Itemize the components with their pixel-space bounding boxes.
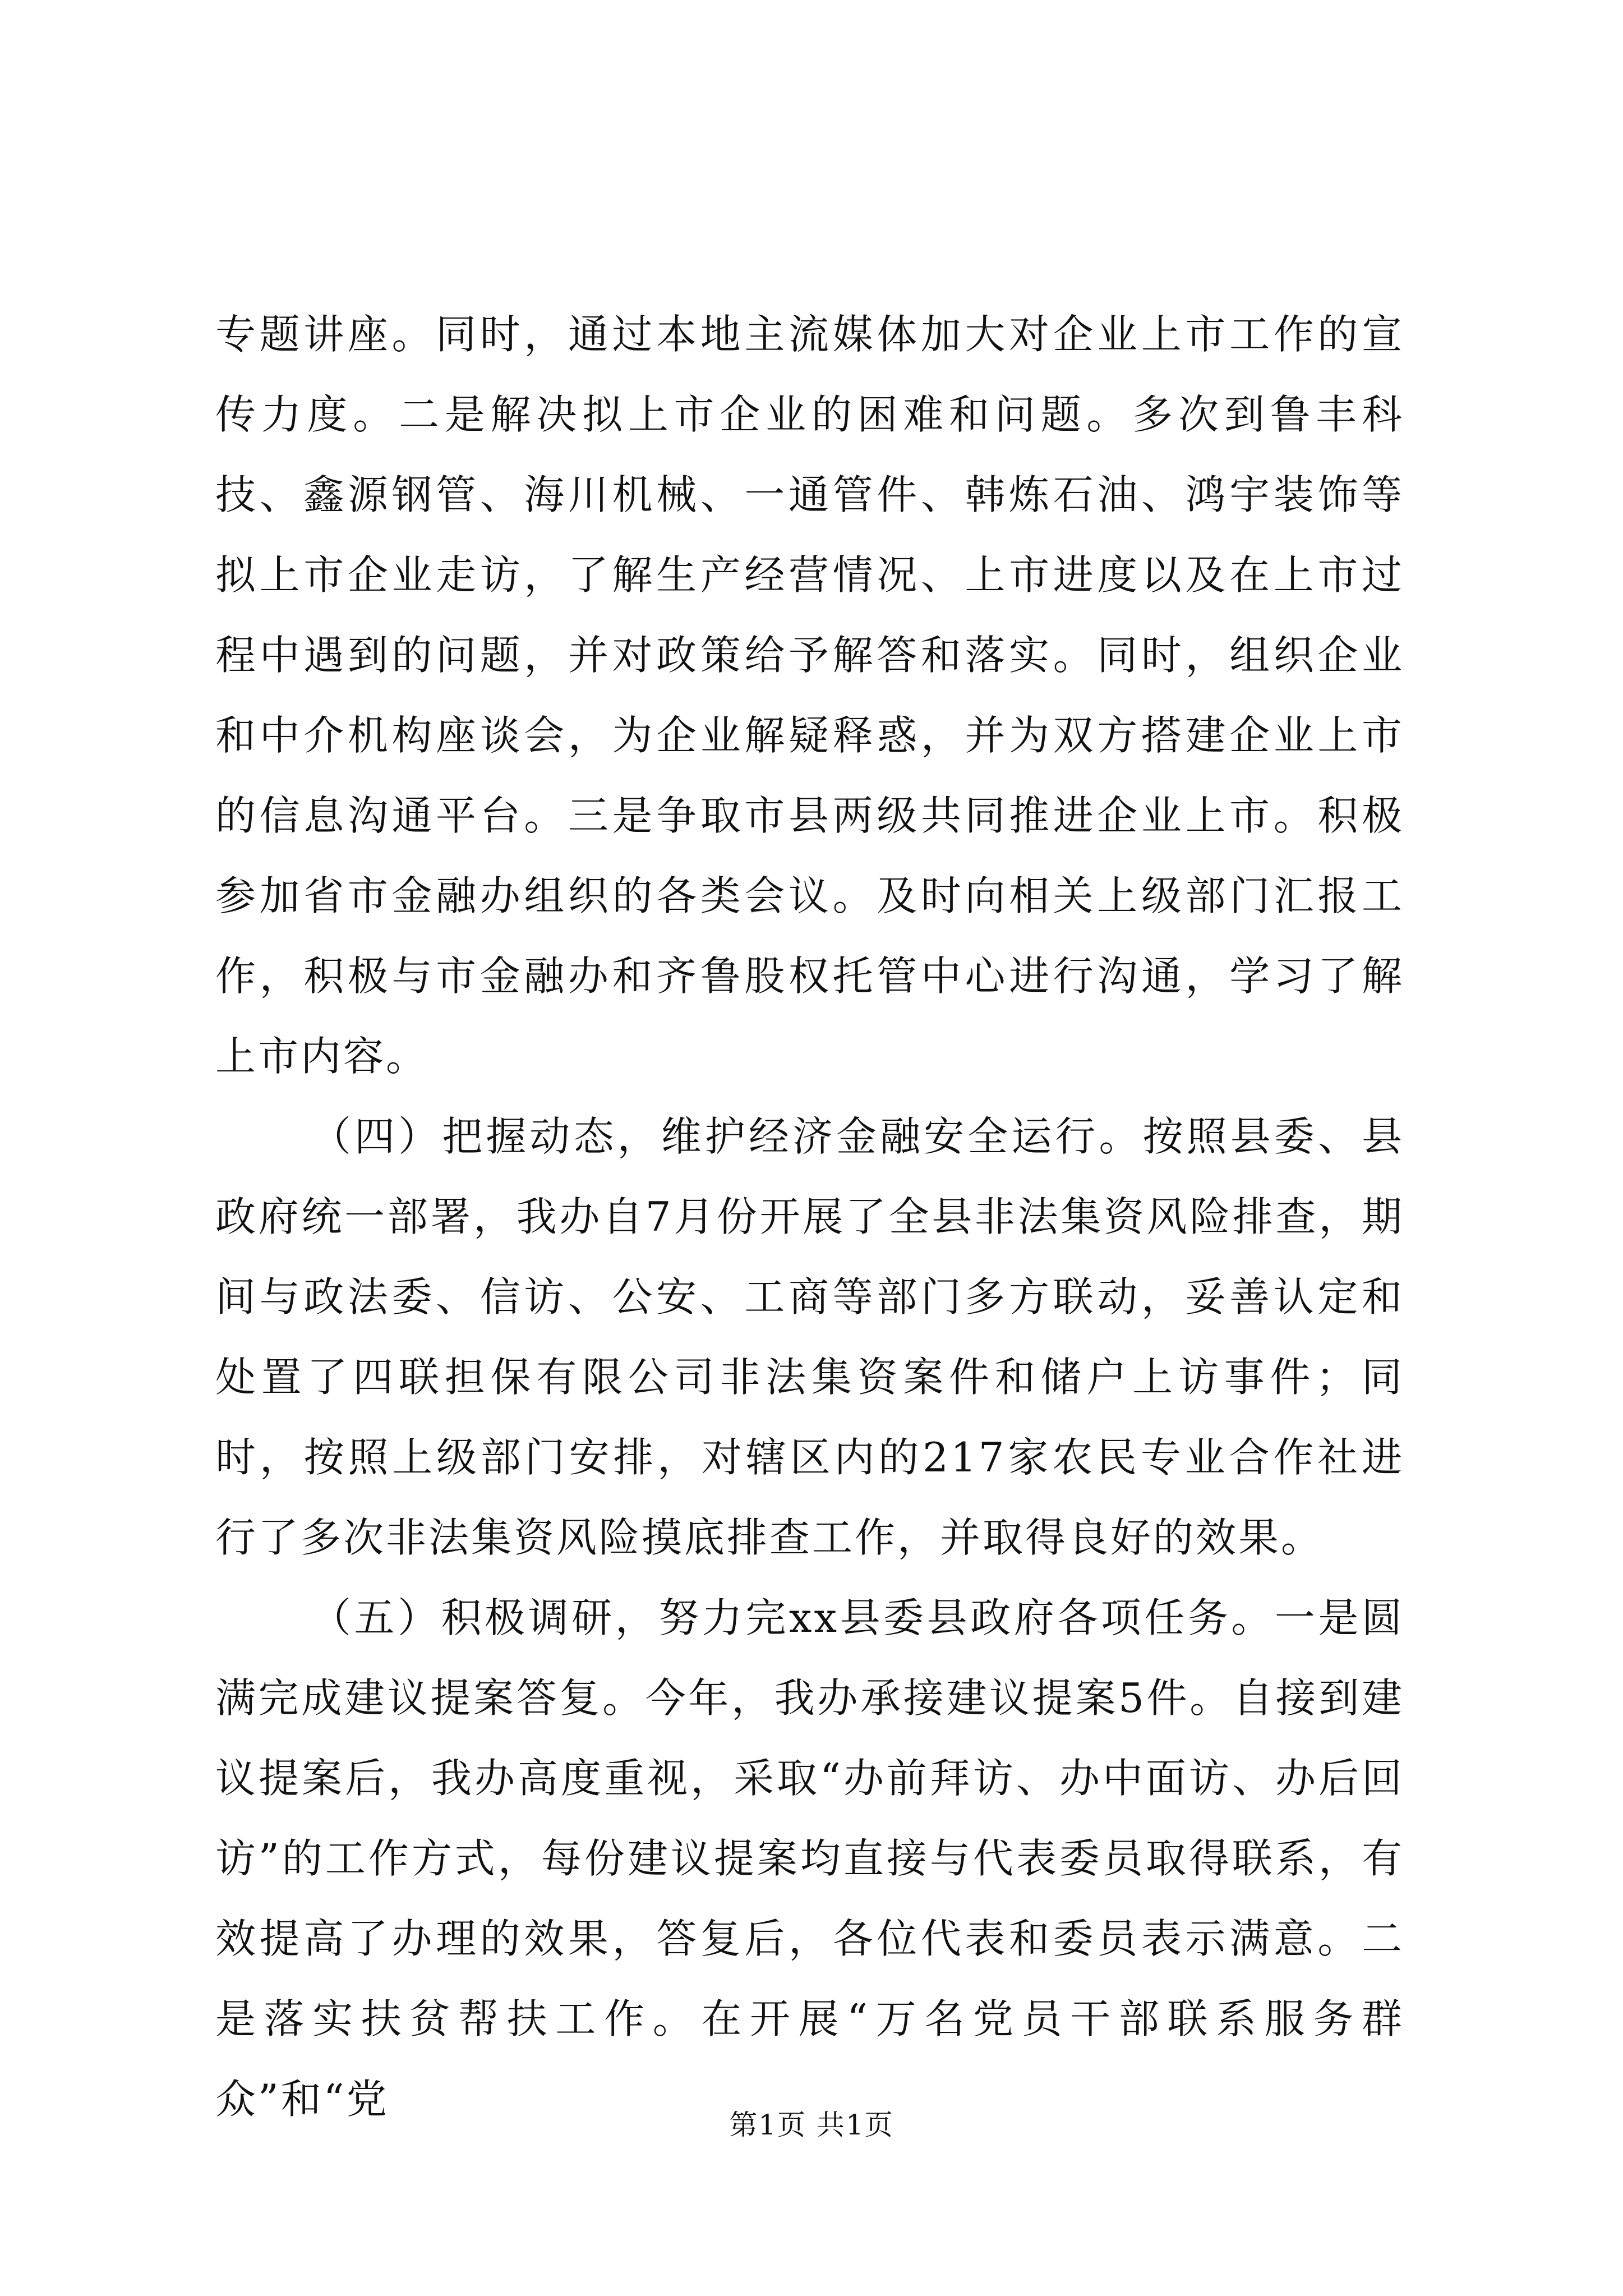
document-body [215,295,1404,2139]
paragraph-section-four: （四）把握动态，维护经济金融安全运行。按照县委、县政府统一部署，我办自7月份开展了全县非法集资风险排查，期间与政法委、信访、公安、工商等部门多方联动，妥善认定和处置了四联担保有限公司非法集资案件和储户上访事件；同时，按照上级部门安排，对辖区内的217家农民专业合作社进行了多次非法集资风险摸底排查工作，并取得良好的效果。 [215,1113,1404,1561]
paragraph-section-five: （五）积极调研，努力完xx县委县政府各项任务。一是圆满完成建议提案答复。今年，我办承接建议提案5件。自接到建议提案后，我办高度重视，采取“办前拜访、办中面访、办后回访”的工作方式，每份建议提案均直接与代表委员取得联系，有效提高了办理的效果，答复后，各位代表和委员表示满意。二是落实扶贫帮扶工作。在开展“万名党员干部联系服务群众”和“党 [215,1594,1404,2123]
paragraph-continuation: 专题讲座。同时，通过本地主流媒体加大对企业上市工作的宣传力度。二是解决拟上市企业的困难和问题。多次到鲁丰科技、鑫源钢管、海川机械、一通管件、韩炼石油、鸿宇装饰等拟上市企业走访，了解生产经营情况、上市进度以及在上市过程中遇到的问题，并对政策给予解答和落实。同时，组织企业和中介机构座谈会，为企业解疑释惑，并为双方搭建企业上市的信息沟通平台。三是争取市县两级共同推进企业上市。积极参加省市金融办组织的各类会议。及时向相关上级部门汇报工作，积极与市金融办和齐鲁股权托管中心进行沟通，学习了解上市内容。 [215,311,1404,1080]
page-footer: 第1页 共1页 [729,2109,894,2141]
